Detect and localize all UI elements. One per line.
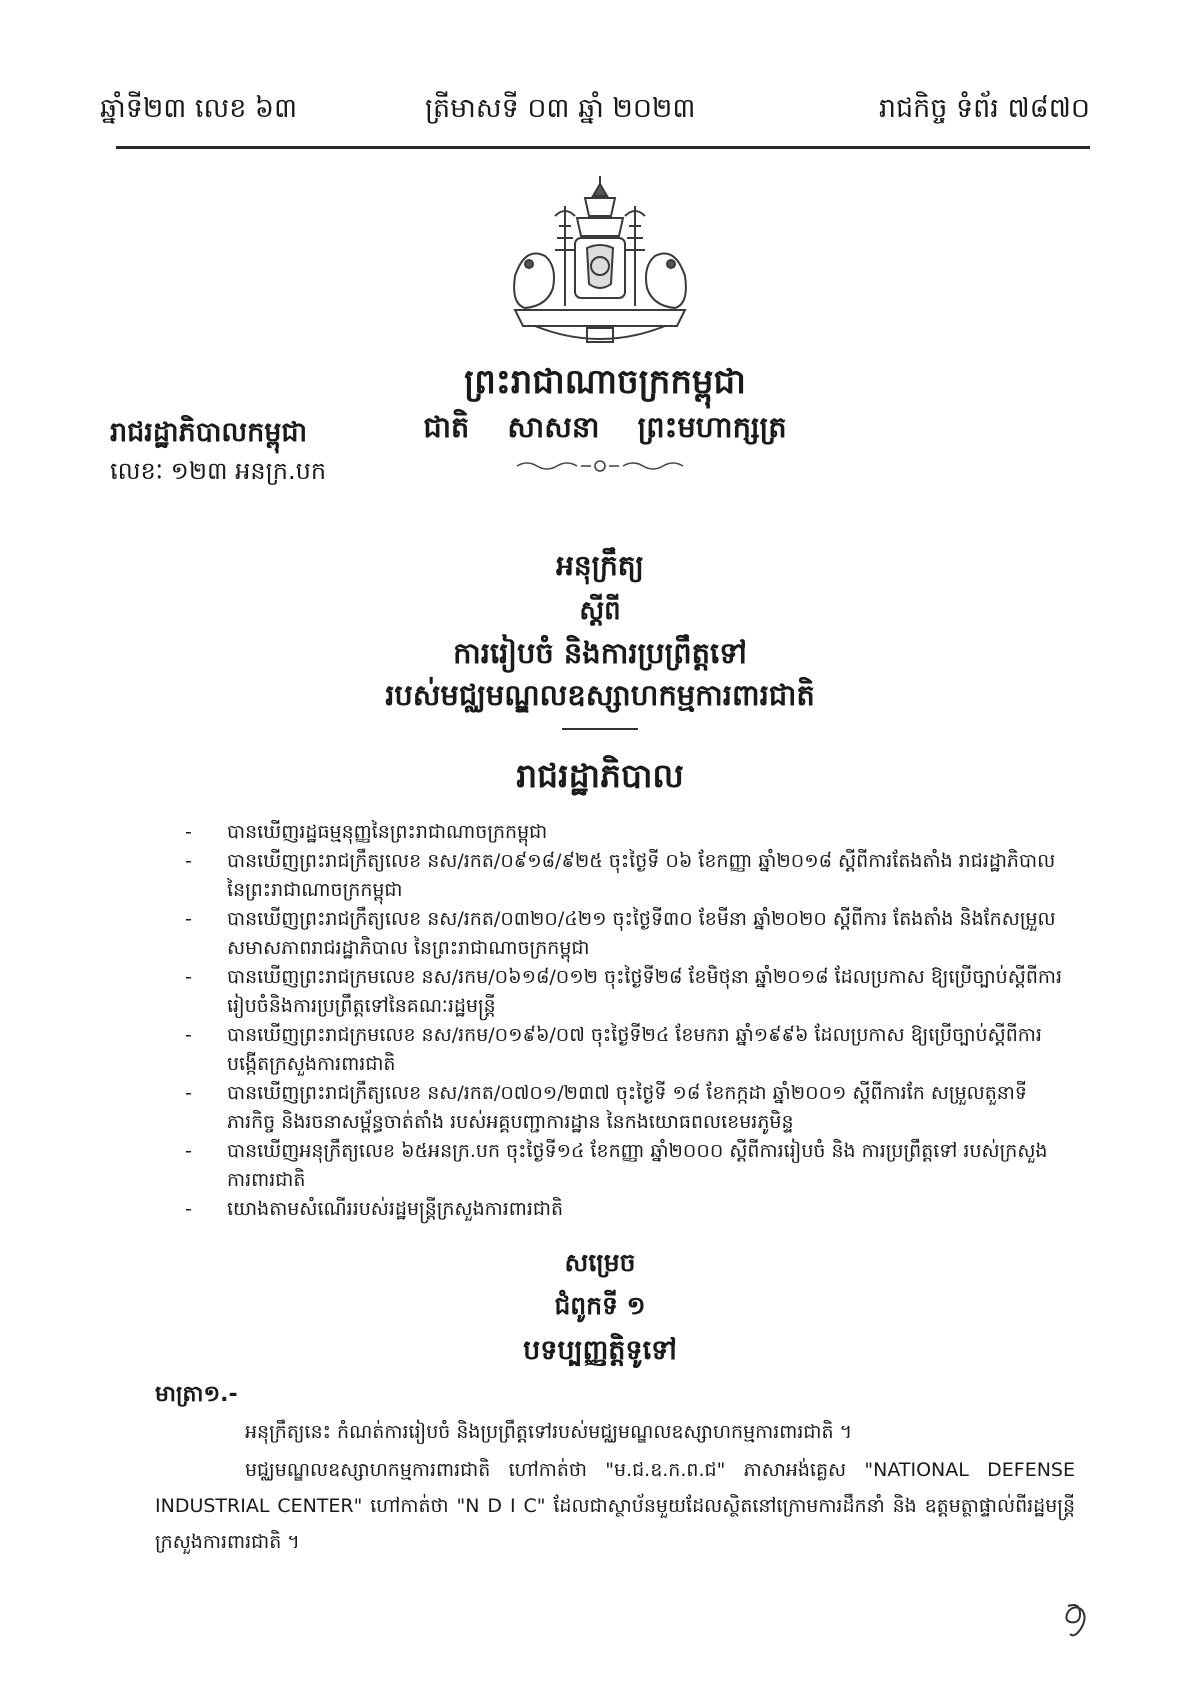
national-motto: ជាតិ សាសនា ព្រះមហាក្សត្រ	[423, 410, 787, 444]
document-subject-line-2: របស់មជ្ឈមណ្ឌលឧស្សាហកម្មការពារជាតិ	[385, 678, 815, 712]
gazette-page-number: រាជកិច្ច ទំព័រ ៧៨៧០	[878, 93, 1090, 124]
kingdom-title: ព្រះរាជាណាចក្រកម្ពុជា	[464, 362, 746, 402]
considerations-list	[185, 818, 1075, 1224]
government-heading: រាជរដ្ឋាភិបាល	[516, 756, 684, 795]
consideration-item: - បានឃើញអនុក្រឹត្យលេខ ៦៥អនក្រ.បក ចុះថ្ងៃទី១៤ ខែកញ្ញា ឆ្នាំ២០០០ ស្ដីពីការរៀបចំ និង ការប្រព្រឹត្តទៅ របស់ក្រសួងការពារជាតិ	[185, 1137, 1075, 1195]
issuing-government: រាជរដ្ឋាភិបាលកម្ពុជា	[110, 417, 308, 448]
handwritten-initial-icon	[1060, 1600, 1090, 1640]
consideration-item: - បានឃើញព្រះរាជក្រឹត្យលេខ នស/រកត/០៧០១/២៣៧ ចុះថ្ងៃទី ១៨ ខែកក្កដា ឆ្នាំ២០០១ ស្ដីពីការកែ សម្រួលតួនាទីភារកិច្ច និងរចនាសម្ព័ន្ធចាត់តាំង របស់អគ្គបញ្ជាការដ្ឋាន នៃកងយោធពលខេមរភូមិន្ទ	[185, 1079, 1075, 1137]
header-divider	[116, 146, 1090, 149]
consideration-item: - បានឃើញព្រះរាជក្រមលេខ នស/រកម/០៦១៨/០១២ ចុះថ្ងៃទី២៨ ខែមិថុនា ឆ្នាំ២០១៨ ដែលប្រកាស ឱ្យប្រើច្បាប់ស្ដីពីការរៀបចំនិងការប្រព្រឹត្តទៅនៃគណៈរដ្ឋមន្ត្រី	[185, 963, 1075, 1021]
title-divider	[562, 728, 638, 730]
consideration-item: - បានឃើញព្រះរាជក្រឹត្យលេខ នស/រកត/០៣២០/៤២១ ចុះថ្ងៃទី៣០ ខែមីនា ឆ្នាំ២០២០ ស្ដីពីការ តែងតាំង និងកែសម្រួលសមាសភាពរាជរដ្ឋាភិបាល នៃព្រះរាជាណាចក្រកម្ពុជា	[185, 905, 1075, 963]
document-about: ស្ដីពី	[579, 596, 621, 626]
consideration-item: - បានឃើញព្រះរាជក្រមលេខ នស/រកម/០១៩៦/០៧ ចុះថ្ងៃទី២៤ ខែមករា ឆ្នាំ១៩៩៦ ដែលប្រកាស ឱ្យប្រើច្បាប់ស្ដីពីការបង្កើតក្រសួងការពារជាតិ	[185, 1021, 1075, 1079]
consideration-item: - បានឃើញព្រះរាជក្រឹត្យលេខ នស/រកត/០៩១៨/៩២៥ ចុះថ្ងៃទី ០៦ ខែកញ្ញា ឆ្នាំ២០១៨ ស្ដីពីការតែងតាំង រាជរដ្ឋាភិបាល នៃព្រះរាជាណាចក្រកម្ពុជា	[185, 847, 1075, 905]
article-paragraph-2: មជ្ឈមណ្ឌលឧស្សាហកម្មការពារជាតិ ហៅកាត់ថា "ម.ជ.ឧ.ក.ព.ជ" ភាសាអង់គ្លេស "NATIONAL DEFENSE INDUSTRIAL CENTER" ហៅកាត់ថា "N D I C" ដែលជាស្ថាប័នមួយដែលស្ថិតនៅក្រោមការដឹកនាំ និង ឧត្តមត្ថាផ្ទាល់ពីរដ្ឋមន្ត្រីក្រសួងការពារជាតិ ។	[155, 1459, 1075, 1553]
gazette-date: ត្រីមាសទី ០៣ ឆ្នាំ ២០២៣	[425, 93, 696, 124]
consideration-item: - យោងតាមសំណើររបស់រដ្ឋមន្ត្រីក្រសួងការពារជាតិ	[185, 1195, 1075, 1224]
article-label: មាត្រា១.-	[155, 1382, 238, 1407]
royal-coat-of-arms-icon	[495, 176, 705, 356]
consideration-item: - បានឃើញរដ្ឋធម្មនុញ្ញនៃព្រះរាជាណាចក្រកម្ពុជា	[185, 818, 1075, 847]
decorative-ornament-icon	[515, 458, 685, 474]
document-type: អនុក្រឹត្យ	[556, 549, 644, 582]
chapter-title: បទប្បញ្ញត្តិទូទៅ	[523, 1335, 677, 1366]
decree-reference-number: លេខៈ ១២៣ អនក្រ.បក	[110, 457, 327, 485]
article-paragraph-1: អនុក្រឹត្យនេះ កំណត់ការរៀបចំ និងប្រព្រឹត្តទៅរបស់មជ្ឈមណ្ឌលឧស្សាហកម្មការពារជាតិ ។	[245, 1421, 853, 1443]
gazette-year-issue: ឆ្នាំទី២៣ លេខ ៦៣	[100, 93, 298, 124]
decision-heading: សម្រេច	[564, 1248, 636, 1277]
gazette-header	[100, 78, 1090, 138]
chapter-number: ជំពូកទី ១	[554, 1291, 646, 1320]
document-subject-line-1: ការរៀបចំ និងការប្រព្រឹត្តទៅ	[453, 636, 747, 670]
